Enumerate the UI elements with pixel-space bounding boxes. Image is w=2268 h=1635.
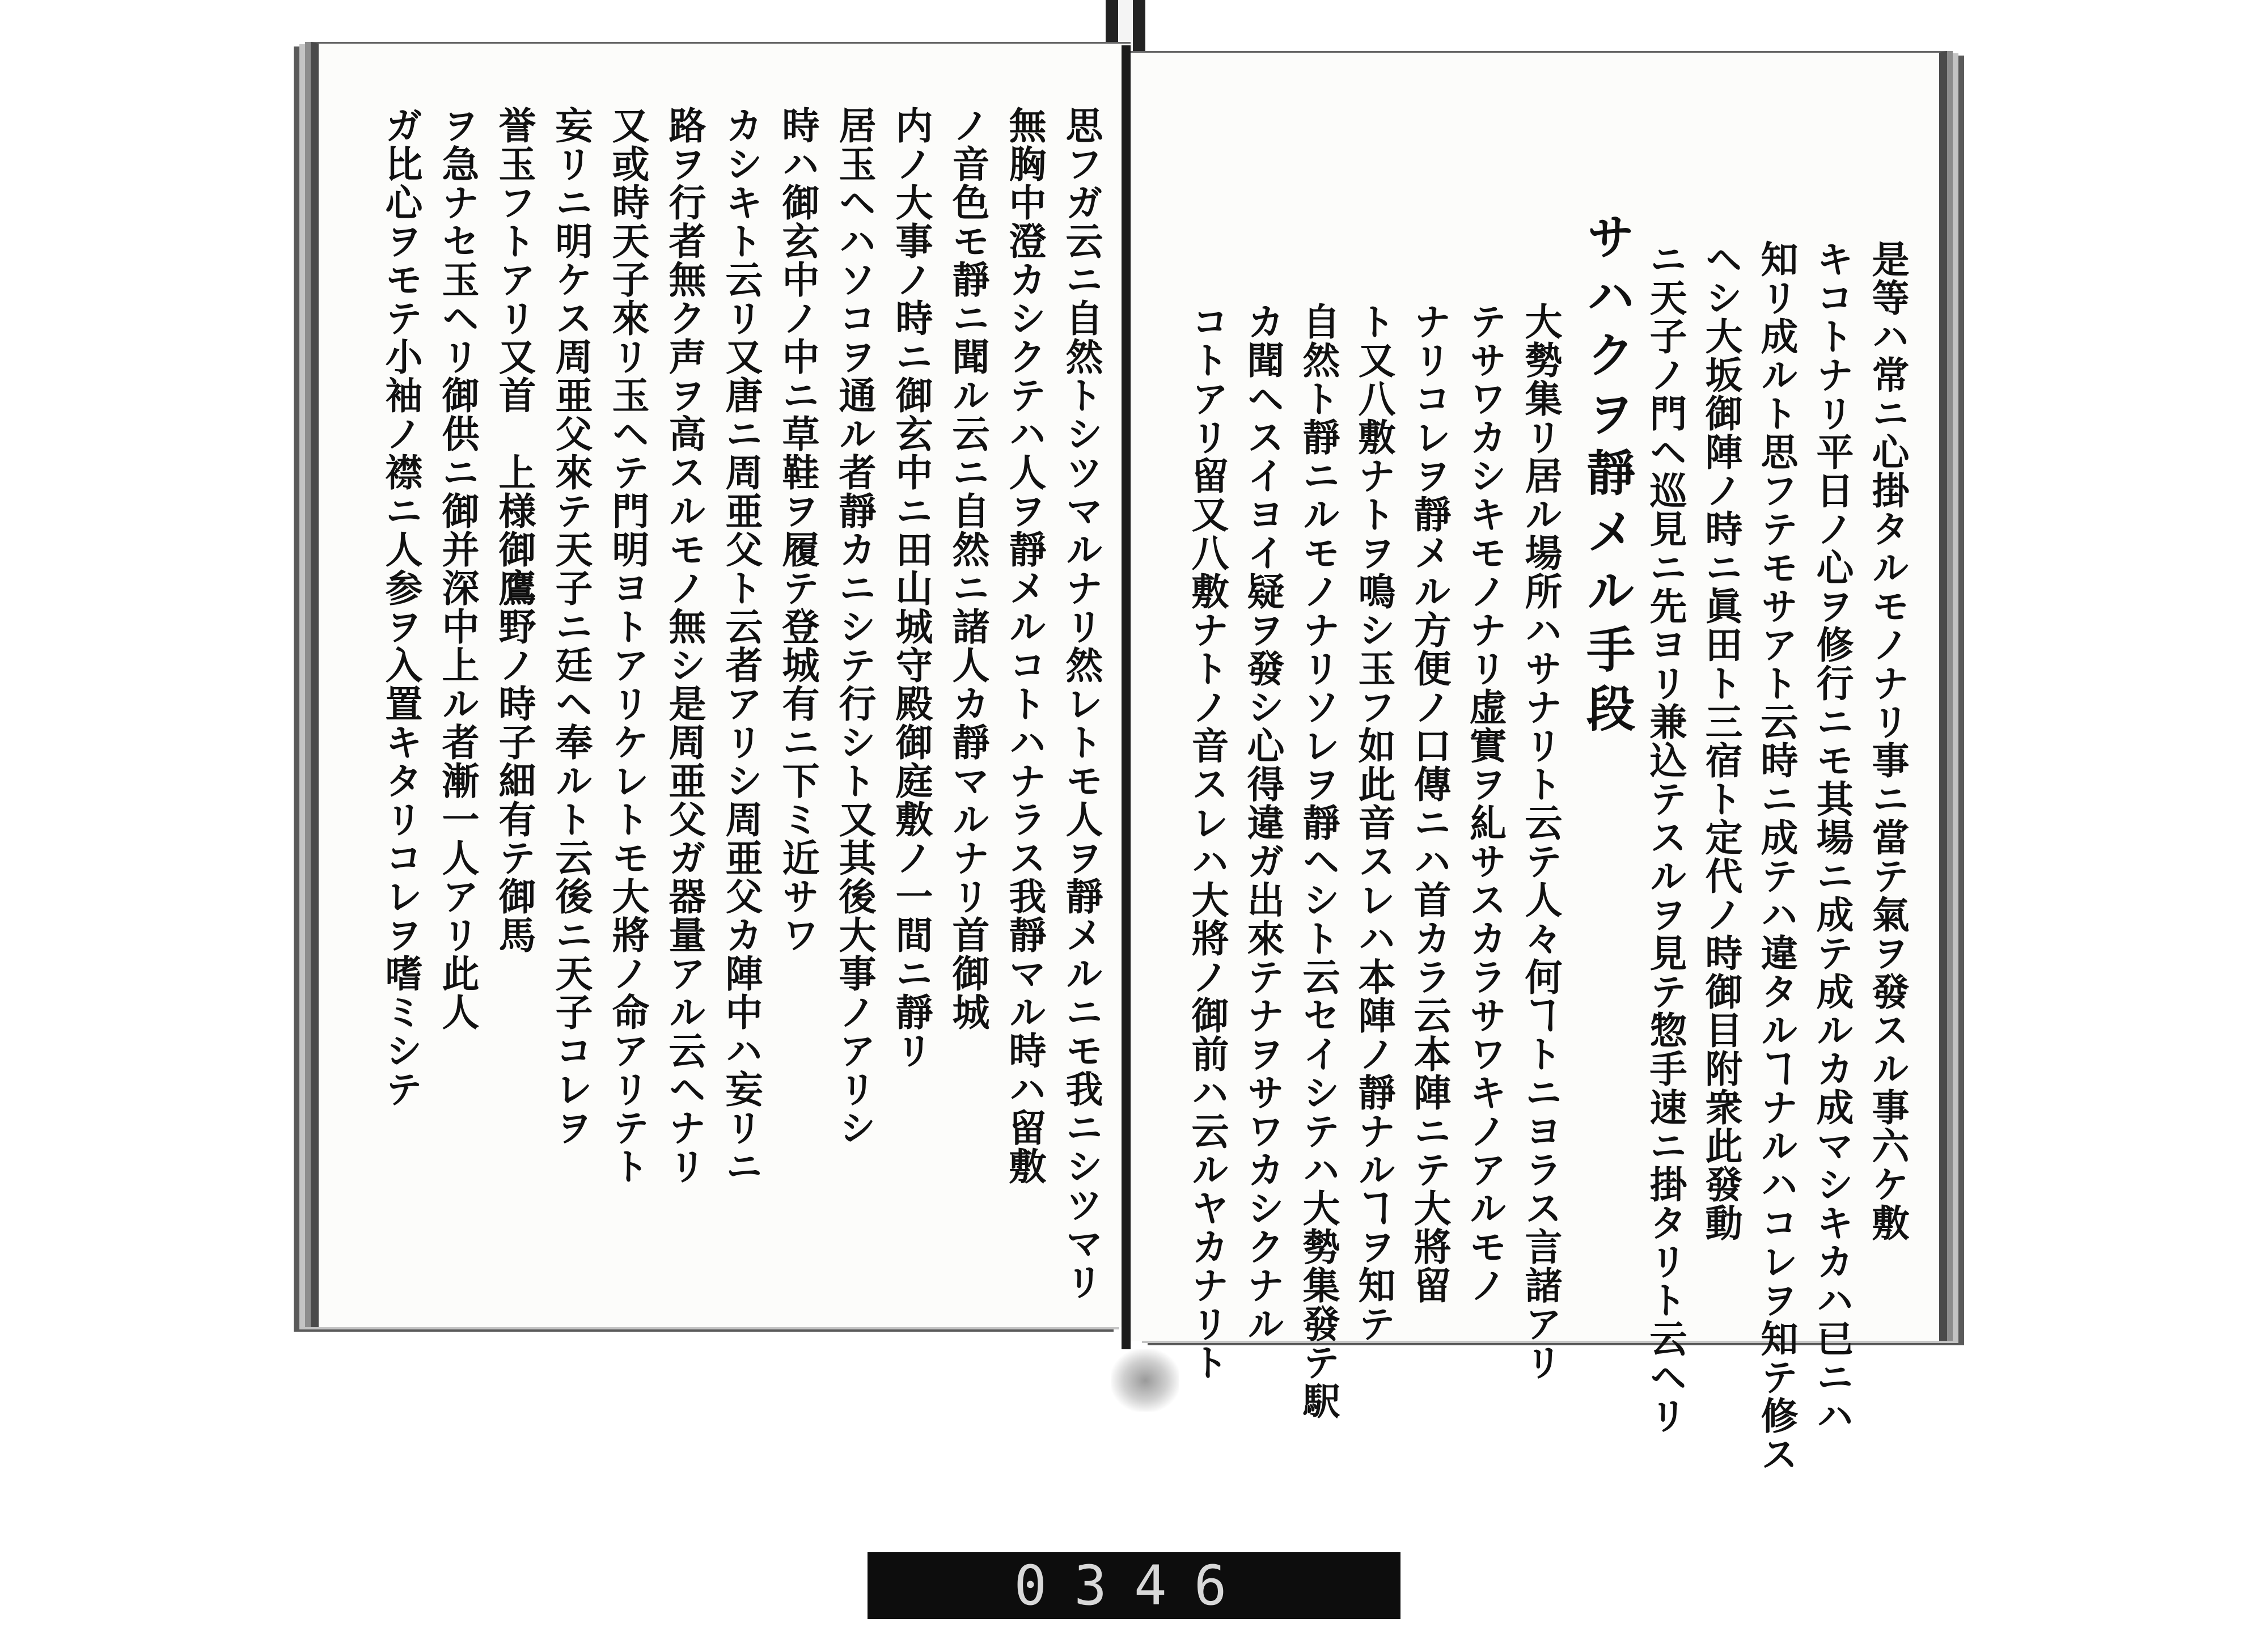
text-column: 居玉ヘハソコヲ通ル者靜カニシテ行シト又其後大事ノアリシ — [832, 106, 877, 1147]
text-column: ヘシ大坂御陣ノ時ニ眞田ト三宿ト定代ノ時御目附衆此發動 — [1699, 240, 1743, 1242]
text-column: 誉玉フトアリ又首 上様御鷹野ノ時子細有テ御馬 — [492, 106, 536, 954]
text-column: ヲ急ナセ玉ヘリ御供ニ御并深中上ル者漸一人アリ此人 — [435, 106, 480, 1031]
section-heading: サハクヲ靜メル手段 — [1578, 211, 1635, 742]
text-column: ノ音色モ靜ニ聞ル云ニ自然ニ諸人カ靜マルナリ首御城 — [946, 106, 990, 1031]
text-column: 是等ハ常ニ心掛タルモノナリ事ニ當テ氣ヲ發スル事六ケ敷 — [1865, 240, 1910, 1242]
text-column: 思フガ云ニ自然トシツマルナリ然レトモ人ヲ靜メルニモ我ニシツマリ — [1059, 106, 1103, 1301]
text-column: 無胸中澄カシクテハ人ヲ靜メルコトハナラス我靜マル時ハ留敷 — [1002, 106, 1047, 1185]
text-column: ニ天子ノ門ヘ巡見ニ先ヨリ兼込テスルヲ見テ惣手速ニ掛タリト云ヘリ — [1643, 240, 1687, 1435]
text-column: カ聞ヘスイヨイ疑ヲ發シ心得違ガ出來テナヲサワカシクナル — [1241, 302, 1285, 1343]
text-column: 妄リニ明ケス周亜父來テ天子ニ廷ヘ奉ルト云後ニ天子コレヲ — [549, 106, 593, 1147]
text-column: 路ヲ行者無ク声ヲ高スルモノ無シ是周亜父ガ器量アル云ヘナリ — [662, 106, 706, 1185]
text-column: 時ハ御玄中ノ中ニ草鞋ヲ履テ登城有ニ下ミ近サワ — [776, 106, 820, 954]
text-column: 自然ト靜ニルモノナリソレヲ靜ヘシト云セイシテハ大勢集發テ駅 — [1296, 302, 1340, 1420]
page-number-stamp: 0346 — [868, 1552, 1400, 1619]
text-column: カシキト云リ又唐ニ周亜父ト云者アリシ周亜父カ陣中ハ妄リニ — [719, 106, 763, 1185]
scan-smudge — [1111, 1349, 1179, 1412]
text-column: キコトナリ平日ノ心ヲ修行ニモ其場ニ成テ成ルカ成マシキカハ已ニハ — [1810, 240, 1854, 1435]
text-column: 知リ成ルト思フテモサアト云時ニ成テハ違タルヿナルハコレヲ知テ修ス — [1754, 240, 1799, 1473]
text-column: 又或時天子來リ玉ヘテ門明ヨトアリケレトモ大將ノ命アリテト — [606, 106, 650, 1185]
text-column: テサワカシキモノナリ虚實ヲ糺サスカラサワキノアルモノ — [1463, 302, 1507, 1304]
text-column: 大勢集リ居ル場所ハサナリト云テ人々何ヿトニヨラス言諸アリ — [1518, 302, 1563, 1382]
text-column: コトアリ留又八敷ナトノ音スレハ大將ノ御前ハ云ルヤカナリト — [1185, 302, 1229, 1382]
right-page — [1131, 51, 1947, 1473]
text-column: ト又八敷ナトヲ鳴シ玉フ如此音スレハ本陣ノ靜ナルヿヲ知テ — [1352, 302, 1396, 1343]
text-column: 内ノ大事ノ時ニ御玄中ニ田山城守殿御庭敷ノ一間ニ靜リ — [889, 106, 933, 1070]
text-column: ガ比心ヲモテ小袖ノ襟ニ人参ヲ入置キタリコレヲ嗜ミシテ — [379, 106, 423, 1108]
text-column: ナリコレヲ靜メル方便ノ口傳ニハ首カラ云本陣ニテ大將留 — [1407, 302, 1452, 1304]
book-spine-gutter — [1122, 45, 1131, 1349]
left-page — [311, 42, 1131, 1327]
